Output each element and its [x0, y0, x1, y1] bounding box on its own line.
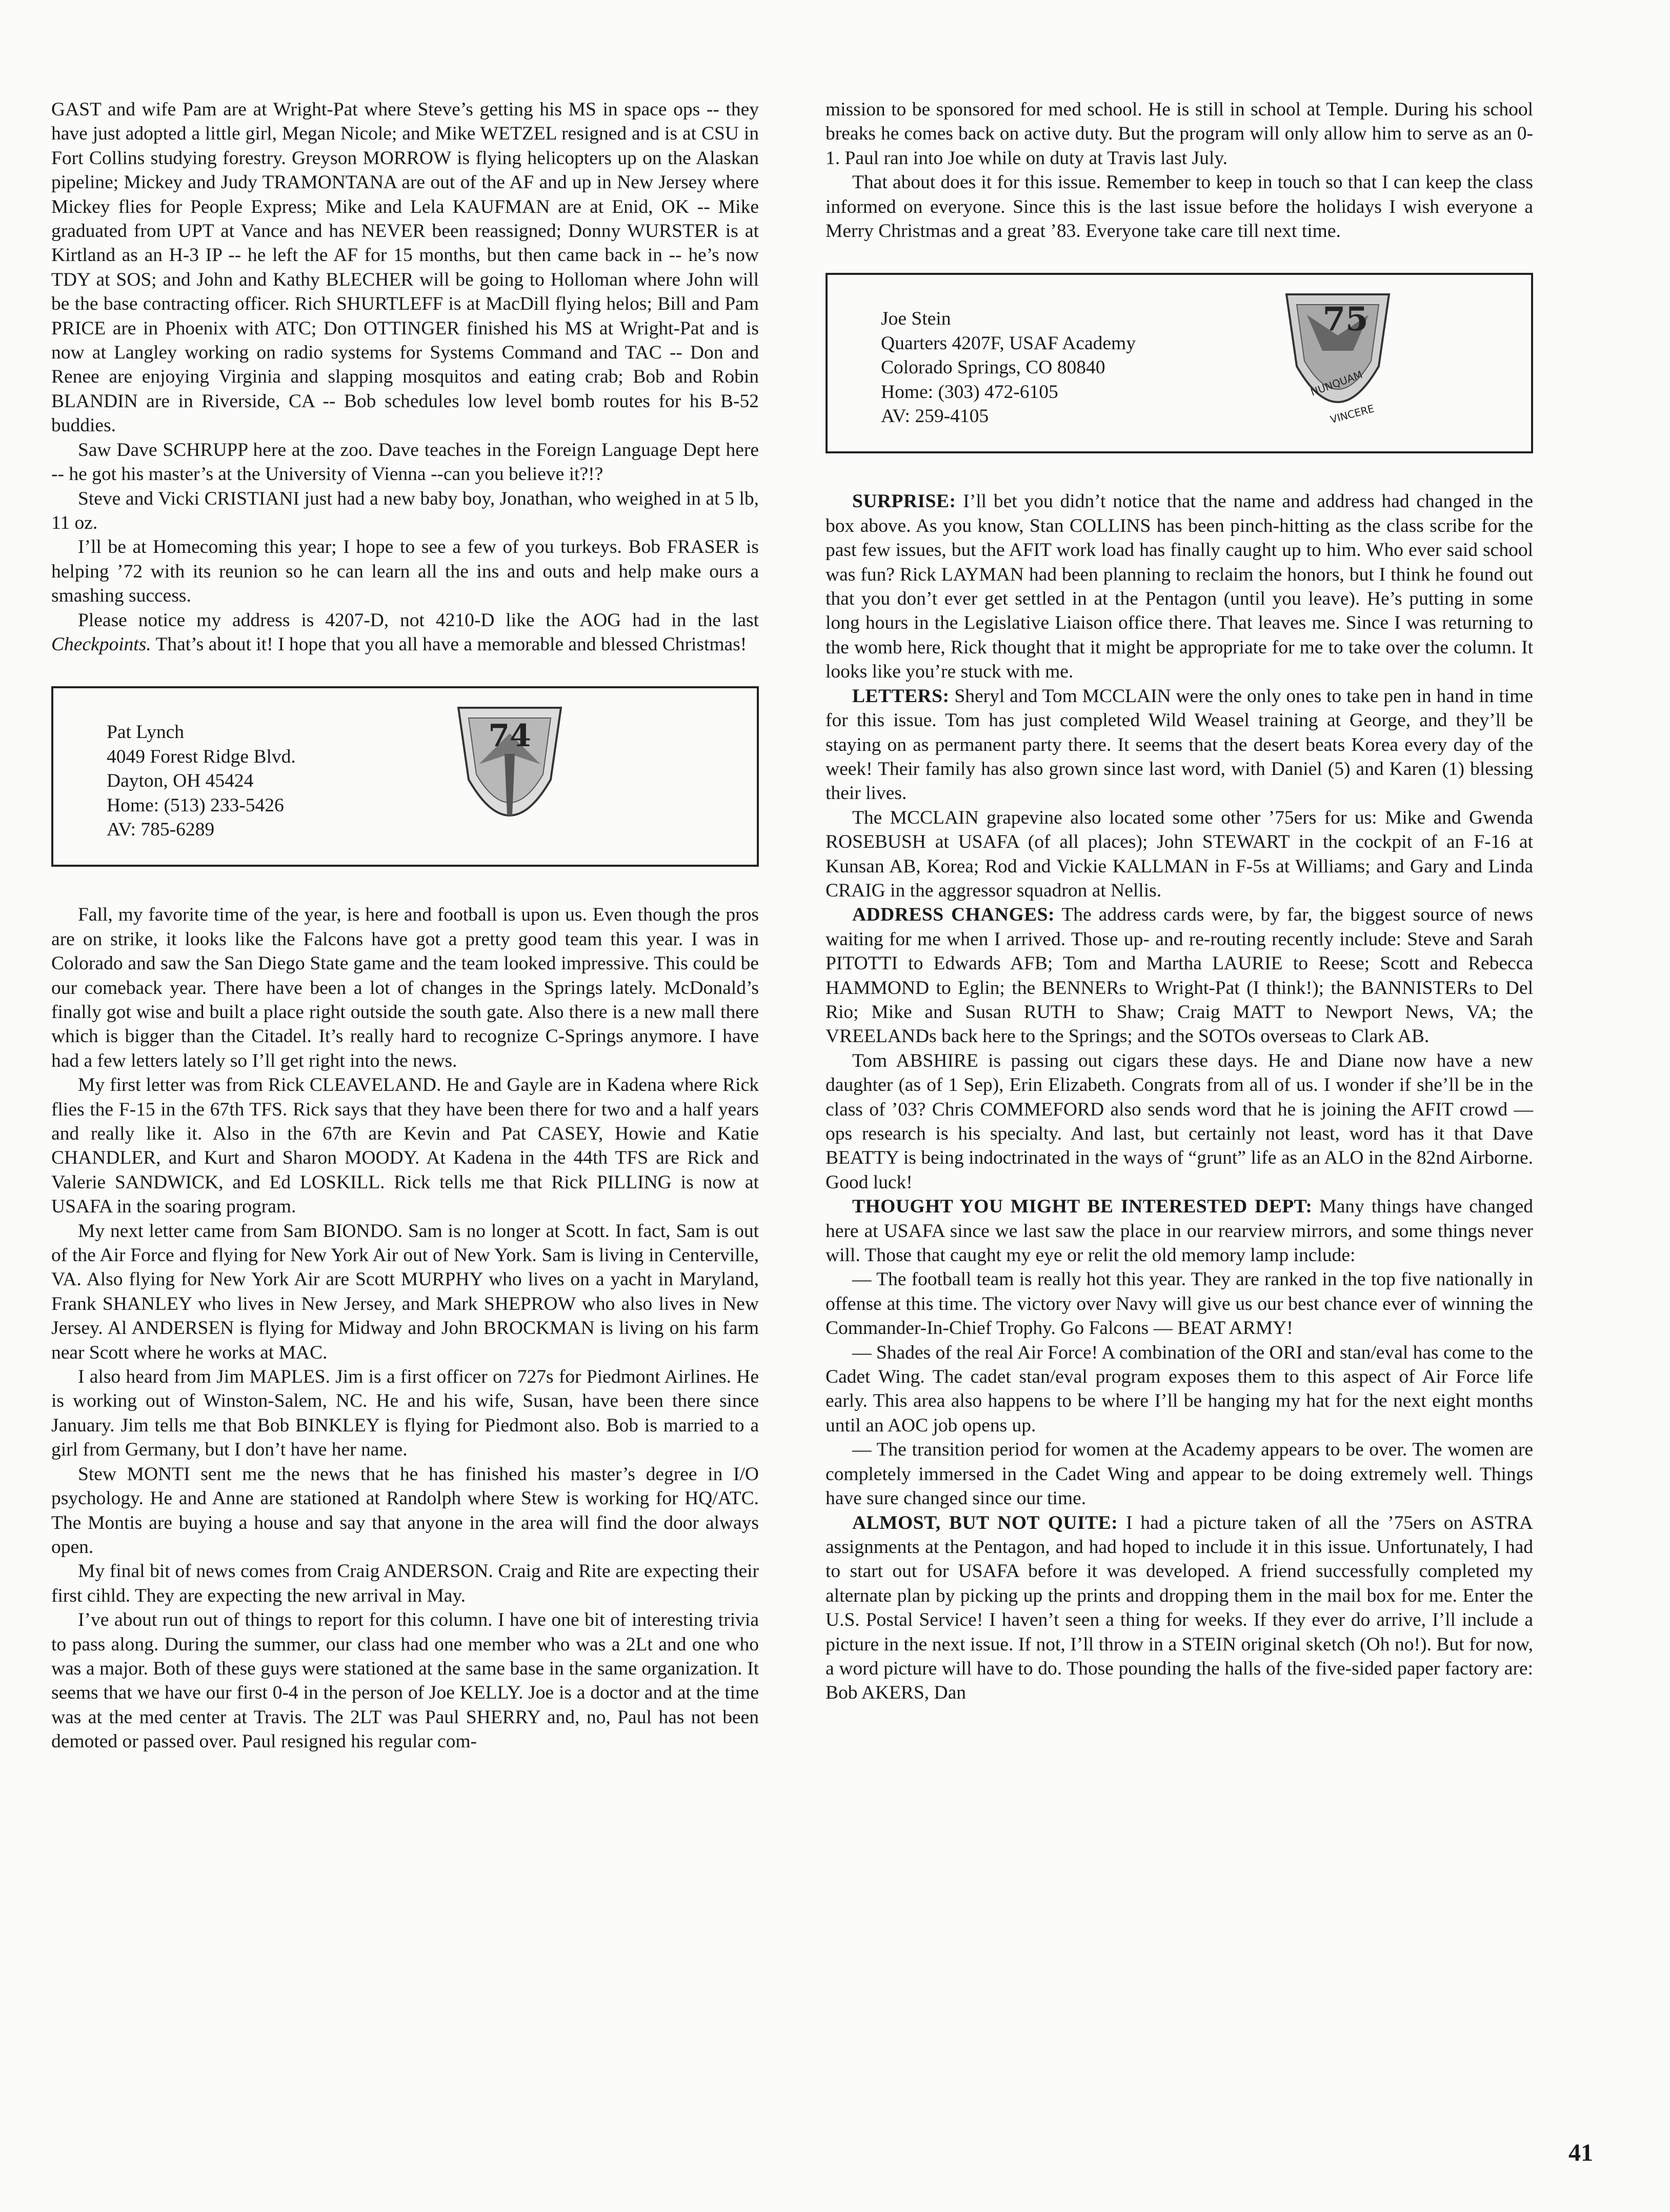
paragraph: That about does it for this issue. Remember to keep in touch so that I can keep the class informed on everyone. Since this is the last issue before the holidays I wish everyone a Merry Christmas and a great ’83. Everyone take care till next time. [826, 172, 1533, 242]
crest-motto-top: NUNQUAM [1309, 368, 1364, 399]
section-text: The MCCLAIN grapevine also located some other ’75ers for us: Mike and Gwenda ROSEBUSH at USAFA (of all places); John STEWART in the cockpit of an F-16 at Kunsan AB, Korea; Rod and Vickie KALLMAN in F-5s at Williams; and Gary and Linda CRAIG in the aggressor squadron at Nellis. [826, 807, 1533, 901]
address-box-pat-lynch [51, 686, 759, 867]
section-letters [826, 684, 1533, 806]
section-text: — Shades of the real Air Force! A combination of the ORI and stan/eval has come to the Cadet Wing. The cadet stan/eval program exposes them to this aspect of Air Force life early. This area also happens to be where I’ll be hanging my hat for the next eight months until an AOC job opens up. [826, 1342, 1533, 1436]
checkpoints-title: Checkpoints. [51, 633, 151, 655]
page-number: 41 [1568, 2139, 1593, 2166]
paragraph: Steve and Vicki CRISTIANI just had a new baby boy, Jonathan, who weighed in at 5 lb, 11 oz. [51, 488, 759, 533]
address-box-joe-stein [826, 273, 1533, 453]
city-address: Dayton, OH 45424 [107, 770, 254, 792]
section-text: — The transition period for women at the Academy appears to be over. The women are completely immersed in the Cadet Wing and appear to be doing extremely well. Things have sure changed since our time. [826, 1439, 1533, 1509]
home-phone: Home: (513) 233-5426 [107, 794, 284, 816]
section-almost-but-not-quite [826, 1511, 1533, 1705]
section-text: I’ll bet you didn’t notice that the name and address had changed in the box above. As you know, Stan COLLINS has been pinch-hitting as the class scribe for the past few issues, but the AFIT work load has finally caught up to him. Who ever said school was fun? Rick LAYMAN had been planning to reclaim the honors, but I think he found out that you don’t ever get settled in at the Pentagon (until you leave). He’s putting in some long hours in the Legislative Liaison office there. That leaves me. Since I was returning to the womb here, Rick thought that it might be appropriate for me to take over the column. It looks like you’re stuck with me. [826, 491, 1533, 683]
paragraph: mission to be sponsored for med school. He is still in school at Temple. During his school breaks he comes back on active duty. But the program will only allow him to serve as an 0-1. Paul ran into Joe while on duty at Travis last July. [826, 99, 1533, 169]
section-heading: SURPRISE: [852, 491, 956, 512]
section-heading: LETTERS: [852, 685, 950, 707]
street-address: Quarters 4207F, USAF Academy [881, 332, 1136, 354]
right-column [826, 97, 1533, 1705]
left-column [51, 97, 759, 1754]
class-crest-74-icon [448, 698, 571, 851]
paragraph: Stew MONTI sent me the news that he has finished his master’s degree in I/O psychology. He and Anne are stationed at Randolph where Stew is working for HQ/ATC. The Montis are buying a house and say that anyone in the area will find the door always open. [51, 1463, 759, 1558]
crest-number: 75 [1322, 300, 1369, 339]
paragraph: GAST and wife Pam are at Wright-Pat where Steve’s getting his MS in space ops -- they have just adopted a little girl, Megan Nicole; and Mike WETZEL resigned and is at CSU in Fort Collins studying forestry. Greyson MORROW is flying helicopters up on the Alaskan pipeline; Mickey and Judy TRAMONTANA are out of the AF and up in New Jersey where Mickey flies for People Express; Mike and Lela KAUFMAN are at Enid, OK -- Mike graduated from UPT at Vance and has NEVER been reassigned; Donny WURSTER is at Kirtland as an H-3 IP -- he left the AF for 15 months, but then came back in -- he’s now TDY at SOS; and John and Kathy BLECHER will be going to Holloman where John will be the base contracting officer. Rich SHURTLEFF is at MacDill flying helos; Bill and Pam PRICE are in Phoenix with ATC; Don OTTINGER finished his MS at Wright-Pat and is now at Langley working on radio systems for Systems Command and TAC -- Don and Renee are enjoying Virginia and slapping mosquitos and eating crab; Bob and Robin BLANDIN are in Riverside, CA -- Bob schedules low level bomb routes for his B-52 buddies. [51, 99, 759, 436]
paragraph [826, 806, 1533, 903]
street-address: 4049 Forest Ridge Blvd. [107, 746, 296, 767]
section-text: I had a picture taken of all the ’75ers on ASTRA assignments at the Pentagon, and had hoped to include it in this issue. Unfortunately, I had to start out for USAFA before it was developed. A friend successfully completed my alternate plan by picking up the prints and dropping them in the mail box for me. Enter the U.S. Postal Service! I haven’t seen a thing for weeks. If they ever do arrive, I’ll include a picture in the next issue. If not, I’ll throw in a STEIN original sketch (Oh no!). But for now, a word picture will have to do. Those pounding the halls of the five-sided paper factory are: Bob AKERS, Dan [826, 1512, 1533, 1704]
paragraph [826, 1267, 1533, 1340]
section-text: Sheryl and Tom MCCLAIN were the only ones to take pen in hand in time for this issue. Tom has just completed Wild Weasel training at George, and they’ll be staying on as permanent party there. It seems that the desert beats Korea every day of the week! Their family has also grown since last word, with Daniel (5) and Karen (1) blessing their lives. [826, 685, 1533, 804]
address-block [107, 720, 296, 842]
section-surprise [826, 489, 1533, 684]
section-text: Tom ABSHIRE is passing out cigars these days. He and Diane now have a new daughter (as of 1 Sep), Erin Elizabeth. Congrats from all of us. I wonder if she’ll be in the class of ’03? Chris COMMEFORD also sends word that he is joining the AFIT crowd — ops research is his specialty. And last, but certainly not least, word has it that Dave BEATTY is being indoctrinated in the ways of “grunt” life as an ALO in the 82nd Airborne. Good luck! [826, 1050, 1533, 1193]
scribe-name: Joe Stein [881, 308, 951, 330]
class-crest-75-icon [1276, 284, 1399, 438]
paragraph: My final bit of news comes from Craig ANDERSON. Craig and Rite are expecting their first cihld. They are expecting the new arrival in May. [51, 1561, 759, 1606]
text-run: Please notice my address is 4207-D, not 4210-D like the AOG had in the last [78, 609, 759, 631]
paragraph: I’ll be at Homecoming this year; I hope to see a few of you turkeys. Bob FRASER is helping ’72 with its reunion so he can learn all the ins and outs and help make ours a smashing success. [51, 536, 759, 607]
section-heading: ALMOST, BUT NOT QUITE: [852, 1512, 1118, 1533]
paragraph [826, 1438, 1533, 1510]
paragraph-address-note [51, 608, 759, 657]
section-text: — The football team is really hot this year. They are ranked in the top five nationally in offense at this time. The victory over Navy will give us our best chance ever of winning the Commander-In-Chief Trophy. Go Falcons — BEAT ARMY! [826, 1269, 1533, 1339]
section-text: Many things have changed here at USAFA since we last saw the place in our rearview mirrors, and some things never will. Those that caught my eye or relit the old memory lamp include: [826, 1196, 1534, 1266]
home-phone: Home: (303) 472-6105 [881, 381, 1058, 403]
section-address-changes [826, 903, 1533, 1048]
paragraph: I also heard from Jim MAPLES. Jim is a first officer on 727s for Piedmont Airlines. He is working out of Winston-Salem, NC. He and his wife, Susan, have been there since January. Jim tells me that Bob BINKLEY is flying for Piedmont also. Bob is married to a girl from Germany, but I don’t have her name. [51, 1366, 759, 1461]
av-phone: AV: 259-4105 [881, 406, 989, 427]
text-run: That’s about it! I hope that you all have a memorable and blessed Christmas! [151, 633, 747, 655]
section-text: The address cards were, by far, the biggest source of news waiting for me when I arrived. Those up- and re-routing recently include: Steve and Sarah PITOTTI to Edwards AFB; Tom and Martha LAURIE to Reese; Scott and Rebecca HAMMOND to Eglin; the BENNERs to Wright-Pat (I think!); the BANNISTERs to Del Rio; Mike and Susan RUTH to Shaw; Craig MATT to Newport News, VA; the VREELANDs back here to the Springs; and the SOTOs overseas to Clark AB. [826, 904, 1533, 1047]
paragraph: Saw Dave SCHRUPP here at the zoo. Dave teaches in the Foreign Language Dept here -- he got his master’s at the University of Vienna --can you believe it?!? [51, 439, 759, 485]
section-heading: THOUGHT YOU MIGHT BE INTERESTED DEPT: [852, 1196, 1313, 1218]
address-block [881, 307, 1136, 428]
section-heading: ADDRESS CHANGES: [852, 904, 1055, 926]
paragraph: I’ve about run out of things to report for this column. I have one bit of interesting trivia to pass along. During the summer, our class had one member who was a 2Lt and one who was a major. Both of these guys were stationed at the same base in the same organization. It seems that we have our first 0-4 in the person of Joe KELLY. Joe is a doctor and at the time was at the med center at Travis. The 2LT was Paul SHERRY and, no, Paul has not been demoted or passed over. Paul resigned his regular com- [51, 1609, 759, 1752]
paragraph: Fall, my favorite time of the year, is here and football is upon us. Even though the pros are on strike, it looks like the Falcons have got a pretty good team this year. I was in Colorado and saw the San Diego State game and the team looked impressive. This could be our comeback year. There have been a lot of changes in the Springs lately. McDonald’s finally got wise and built a place right outside the south gate. Also there is a new mall there which is bigger than the Citadel. It’s really hard to recognize C-Springs anymore. I have had a few letters lately so I’ll get right into the news. [51, 904, 759, 1071]
crest-motto-bottom: VINCERE [1329, 402, 1376, 426]
av-phone: AV: 785-6289 [107, 819, 215, 840]
scribe-name: Pat Lynch [107, 722, 185, 743]
paragraph [826, 1341, 1533, 1438]
crest-number: 74 [488, 718, 531, 754]
paragraph [826, 1049, 1533, 1194]
city-address: Colorado Springs, CO 80840 [881, 357, 1105, 378]
section-thought-you-might [826, 1194, 1533, 1267]
paragraph: My next letter came from Sam BIONDO. Sam is no longer at Scott. In fact, Sam is out of the Air Force and flying for New York Air out of New York. Sam is living in Centerville, VA. Also flying for New York Air are Scott MURPHY who lives on a yacht in Maryland, Frank SHANLEY who lives in New Jersey, and Mark SHEPROW who also lives in New Jersey. Al ANDERSEN is flying for Midway and John BROCKMAN is living on his farm near Scott where he works at MAC. [51, 1220, 759, 1363]
paragraph: My first letter was from Rick CLEAVELAND. He and Gayle are in Kadena where Rick flies the F-15 in the 67th TFS. Rick says that they have been there for two and a half years and really like it. Also in the 67th are Kevin and Pat CASEY, Howie and Katie CHANDLER, and Kurt and Sharon MOODY. At Kadena in the 44th TFS are Rick and Valerie SANDWICK, and Ed LOSKILL. Rick tells me that Rick PILLING is now at USAFA in the soaring program. [51, 1074, 759, 1218]
